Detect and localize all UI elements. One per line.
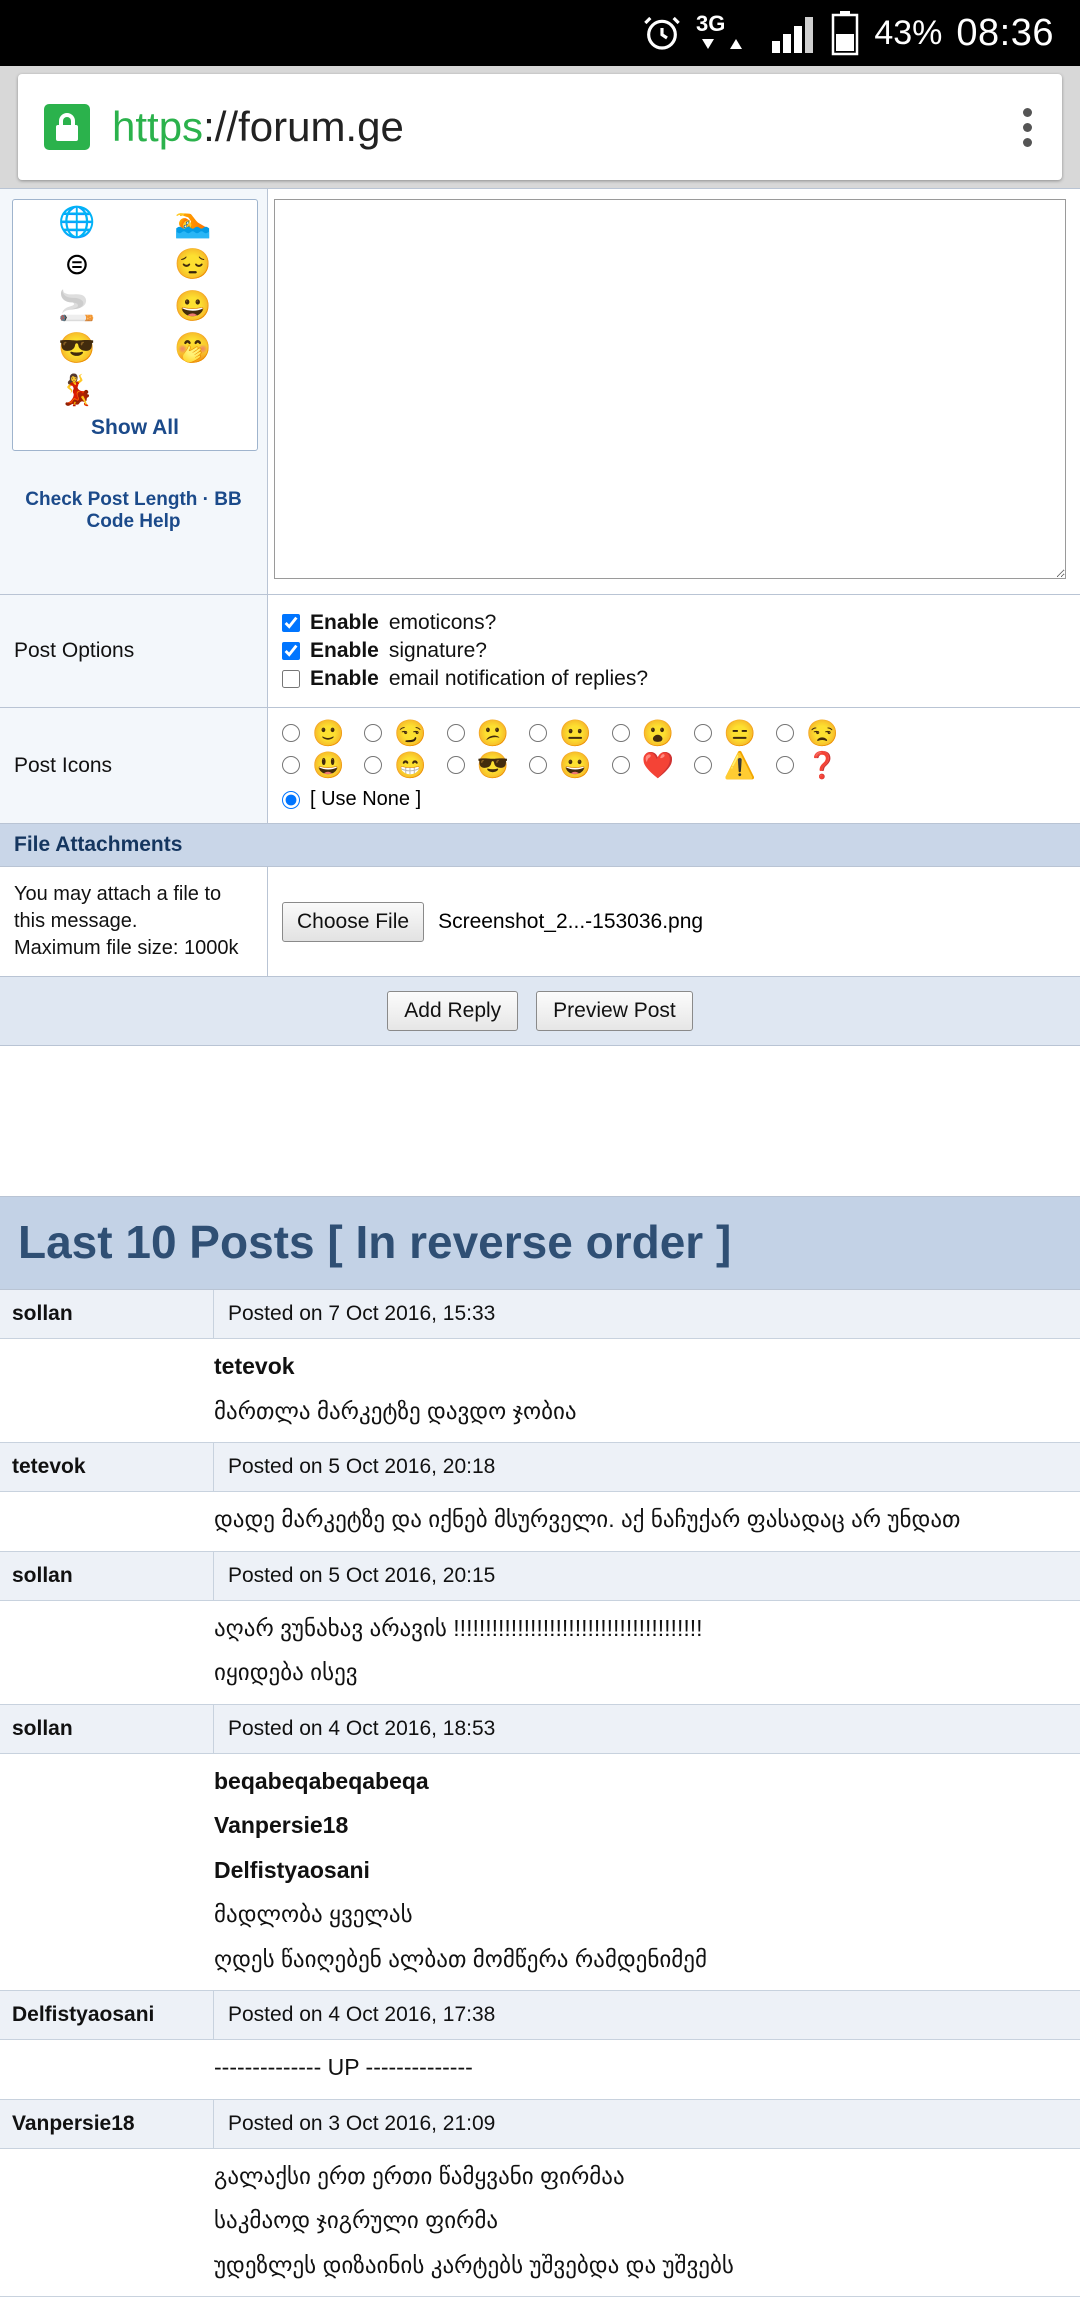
post-icon-use-none[interactable] [282,788,1066,811]
form-help-links[interactable]: Check Post Length · BB Code Help [12,489,255,533]
post-icons-row-1 [282,720,1066,752]
use-none-radio[interactable] [282,791,300,809]
overflow-menu-icon[interactable] [1013,108,1042,147]
message-textarea[interactable] [274,199,1066,579]
post-icon-radio[interactable] [694,756,712,774]
table-row [0,1552,1080,1601]
enable-signature-checkbox[interactable] [282,642,300,660]
option-enable-email-notification[interactable] [282,667,1066,691]
attachment-info-line2: Maximum file size: 1000k [14,935,253,962]
post-body [0,1754,1080,1992]
post-options-row [0,595,1080,708]
post-icon-radio[interactable] [776,756,794,774]
smilies-panel [0,189,268,594]
file-attachments-header: File Attachments [0,824,1080,867]
post-icon-glyph: 😃 [312,752,344,778]
alarm-clock-icon [642,13,682,53]
post-body [0,1339,1080,1443]
post-author[interactable]: Vanpersie18 [0,2100,214,2148]
browser-toolbar [0,66,1080,188]
post-text: იყიდება ისევ [214,1655,1066,1690]
table-row [0,1443,1080,1492]
post-icon-radio[interactable] [529,756,547,774]
post-icon-glyph: 😕 [477,720,509,746]
preview-post-button[interactable]: Preview Post [536,991,693,1031]
post-icons-body [268,708,1080,823]
post-icon-glyph: ❤️ [642,752,674,778]
file-attachments-row [0,867,1080,977]
quoted-author: tetevok [214,1349,1066,1384]
post-icon-glyph: 😑 [724,720,756,746]
post-icon-radio[interactable] [282,724,300,742]
smiley-icon[interactable]: 😀 [174,292,211,322]
smilies-grid [19,208,251,406]
post-body [0,1601,1080,1705]
attachment-picker [268,867,1080,976]
option-label-bold: Enable [310,639,379,663]
post-date: Posted on 7 Oct 2016, 15:33 [214,1290,1080,1338]
post-icon-option[interactable] [447,752,509,778]
smiley-icon[interactable]: 🏊 [174,208,211,238]
web-page-content [0,188,1080,1810]
post-author[interactable]: sollan [0,1705,214,1753]
secure-lock-icon [44,104,90,150]
post-icon-glyph: 🙂 [312,720,344,746]
post-icon-glyph: 😀 [559,752,591,778]
attachment-info [0,867,268,976]
post-author[interactable]: sollan [0,1290,214,1338]
last-posts-title: Last 10 Posts [ In reverse order ] [0,1197,1080,1290]
post-icon-option[interactable] [282,752,344,778]
post-text: საკმაოდ ჯიგრული ფირმა [214,2203,1066,2238]
post-icon-radio[interactable] [612,756,630,774]
post-date: Posted on 3 Oct 2016, 21:09 [214,2100,1080,2148]
message-editor-cell [268,189,1080,594]
svg-text:3G: 3G [696,11,725,36]
post-icon-glyph: 😁 [394,752,426,778]
post-icon-radio[interactable] [447,724,465,742]
post-icon-option[interactable] [694,752,756,778]
android-status-bar [0,0,1080,66]
post-date: Posted on 4 Oct 2016, 18:53 [214,1705,1080,1753]
post-author[interactable]: sollan [0,1552,214,1600]
post-icons-label: Post Icons [0,708,268,823]
post-icon-option[interactable] [282,720,344,746]
smiley-icon[interactable]: 🌐 [58,208,95,238]
post-icon-radio[interactable] [776,724,794,742]
mentioned-user: beqabeqabeqabeqa [214,1764,1066,1799]
post-icon-glyph: 😎 [477,752,509,778]
post-text: დადე მარკეტზე და იქნებ მსურველი. აქ ნაჩუქარ ფასადაც არ უნდათ [214,1502,1066,1537]
post-icon-glyph: 😒 [806,720,838,746]
post-text: აღარ ვუნახავ არავის !!!!!!!!!!!!!!!!!!!!!!!!!!!!!!!!!!!!!!! [214,1611,1066,1646]
show-all-smilies-link[interactable]: Show All [19,416,251,440]
smiley-icon[interactable]: 💃 [58,376,95,406]
post-icon-radio[interactable] [447,756,465,774]
option-label-bold: Enable [310,667,379,691]
option-label-rest: email notification of replies? [389,667,648,691]
table-row [0,1991,1080,2040]
post-date: Posted on 4 Oct 2016, 17:38 [214,1991,1080,2039]
post-body [0,2149,1080,2297]
post-icon-radio[interactable] [364,724,382,742]
post-text: ღდეს წაიღებენ ალბათ მომწერა რამდენიმემ [214,1942,1066,1977]
enable-emoticons-checkbox[interactable] [282,614,300,632]
post-text: უდეზლეს დიზაინის კარტებს უშვებდა და უშვებს [214,2248,1066,2283]
post-icons-row-2 [282,752,1066,784]
mentioned-user: Delfistyaosani [214,1853,1066,1888]
url-text [112,103,404,151]
post-options-label: Post Options [0,595,268,707]
network-3g-icon [696,11,756,55]
post-icon-option[interactable] [447,720,509,746]
post-icon-glyph: ⚠️ [724,752,756,778]
url-scheme: https [112,103,203,150]
post-icons-row [0,708,1080,824]
address-bar[interactable] [18,74,1062,180]
enable-email-notification-checkbox[interactable] [282,670,300,688]
post-icon-option[interactable] [529,752,591,778]
attachment-info-line1: You may attach a file to this message. [14,881,253,935]
option-enable-signature[interactable] [282,639,1066,663]
post-icon-option[interactable] [612,752,674,778]
choose-file-button[interactable]: Choose File [282,902,424,942]
smiley-icon[interactable]: 😔 [174,250,211,280]
post-body [0,2040,1080,2100]
message-row [0,189,1080,595]
post-icon-option[interactable] [776,720,838,746]
smiley-icon[interactable]: 😎 [58,334,95,364]
post-icon-radio[interactable] [364,756,382,774]
chosen-file-name: Screenshot_2...-153036.png [438,910,703,934]
post-icon-radio[interactable] [694,724,712,742]
post-icon-option[interactable] [529,720,591,746]
post-icon-option[interactable] [694,720,756,746]
post-icon-glyph: 😏 [394,720,426,746]
post-icon-option[interactable] [364,720,426,746]
post-author[interactable]: tetevok [0,1443,214,1491]
post-body [0,1492,1080,1552]
reply-form [0,188,1080,1046]
table-row [0,1705,1080,1754]
mentioned-user: Vanpersie18 [214,1808,1066,1843]
post-text: მართლა მარკეტზე დავდო ჯობია [214,1394,1066,1429]
post-icon-radio[interactable] [282,756,300,774]
smiley-icon[interactable]: 🚬 [58,292,95,322]
post-icon-option[interactable] [776,752,838,778]
option-enable-emoticons[interactable] [282,611,1066,635]
table-row [0,1290,1080,1339]
smiley-icon[interactable]: 🤭 [174,334,211,364]
post-icon-glyph: 😮 [642,720,674,746]
post-icon-glyph: 😐 [559,720,591,746]
option-label-rest: signature? [389,639,487,663]
option-label-bold: Enable [310,611,379,635]
smilies-box [12,199,258,451]
signal-bars-icon [770,11,816,55]
status-bar-clock: 08:36 [956,12,1054,55]
post-icon-radio[interactable] [612,724,630,742]
post-text: მადლობა ყველას [214,1897,1066,1932]
url-host: ://forum.ge [203,103,404,150]
post-icon-radio[interactable] [529,724,547,742]
post-date: Posted on 5 Oct 2016, 20:18 [214,1443,1080,1491]
post-icon-glyph: ❓ [806,752,838,778]
spacer [0,1046,1080,1196]
last-posts-section [0,1196,1080,2297]
use-none-label: [ Use None ] [310,788,421,811]
option-label-rest: emoticons? [389,611,496,635]
post-author[interactable]: Delfistyaosani [0,1991,214,2039]
add-reply-button[interactable]: Add Reply [387,991,518,1031]
post-text: -------------- UP -------------- [214,2050,1066,2085]
post-date: Posted on 5 Oct 2016, 20:15 [214,1552,1080,1600]
form-submit-bar [0,977,1080,1046]
post-options-body [268,595,1080,707]
post-text: გალაქსი ერთ ერთი წამყვანი ფირმაა [214,2159,1066,2194]
table-row [0,2100,1080,2149]
post-icon-option[interactable] [612,720,674,746]
smiley-icon[interactable]: ⊜ [64,250,89,280]
battery-icon [830,10,860,56]
post-icon-option[interactable] [364,752,426,778]
battery-percent: 43% [874,14,942,53]
